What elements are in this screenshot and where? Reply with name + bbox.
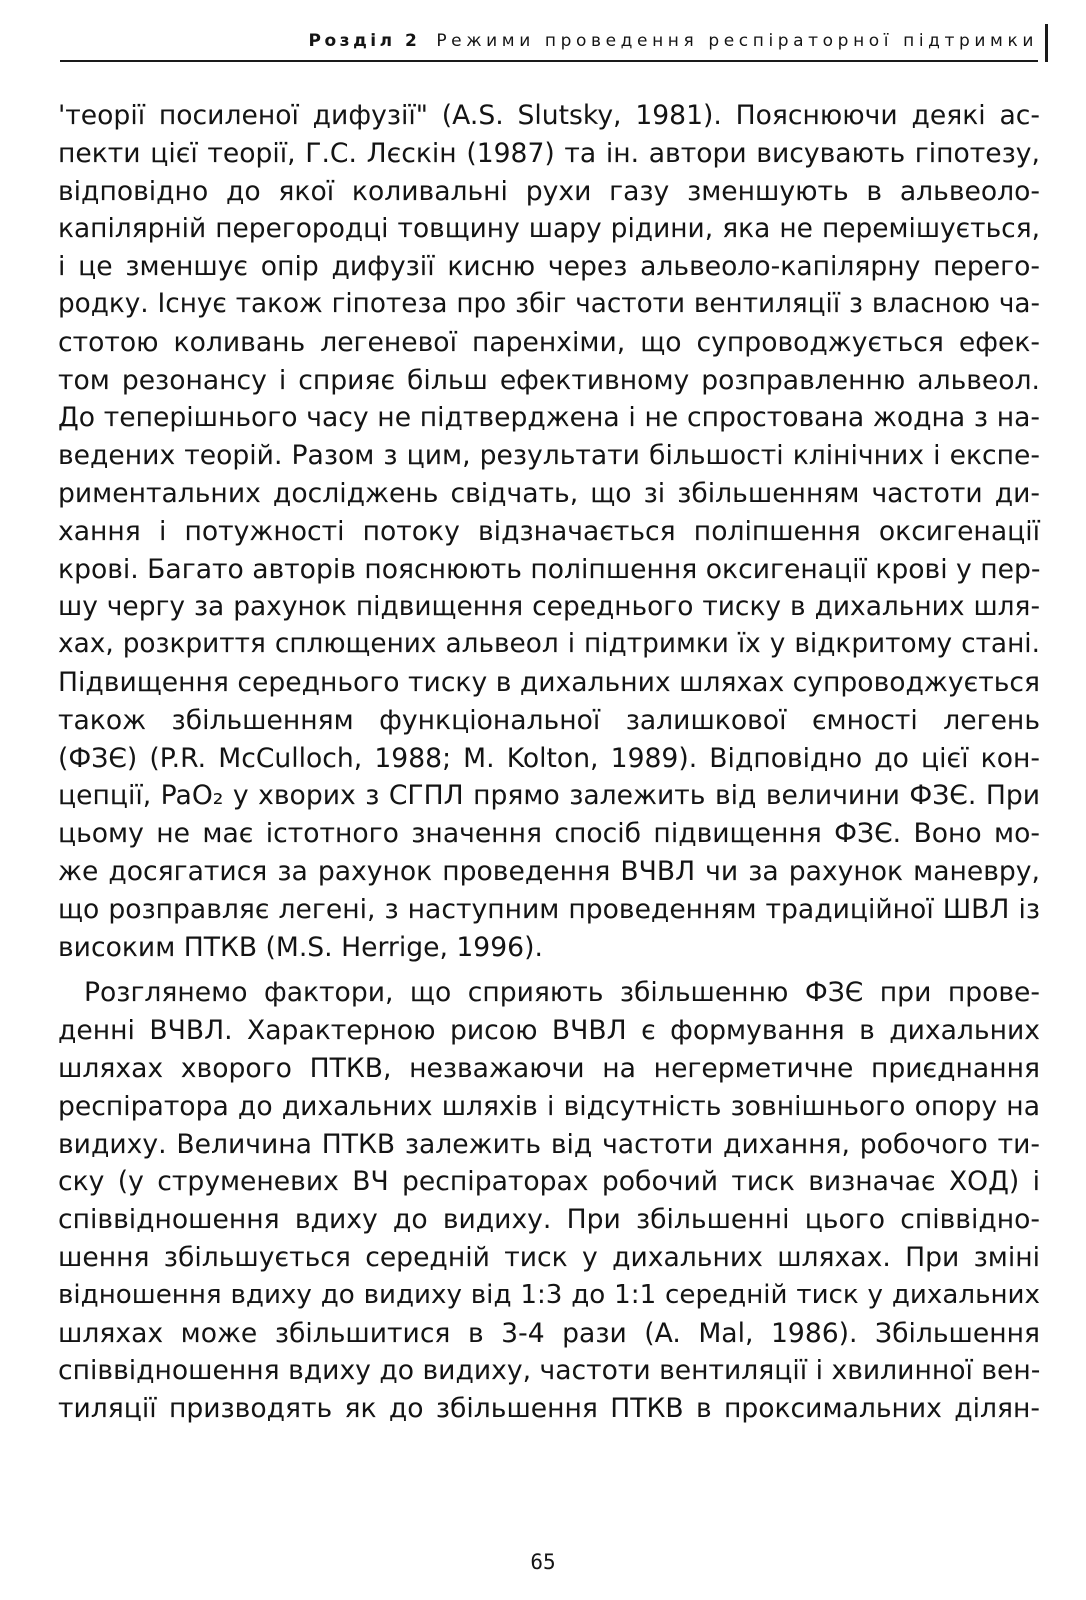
text-line: шення збільшується середній тиск у дихальних шляхах. При зміні bbox=[58, 1241, 1040, 1273]
text-line: співвідношення вдиху до видиху. При збільшенні цього співвідно- bbox=[58, 1204, 1040, 1236]
running-header bbox=[60, 30, 1038, 62]
chapter-label: Розділ 2 bbox=[308, 31, 421, 51]
text-line: Підвищення середнього тиску в дихальних шляхах супроводжується bbox=[58, 666, 1040, 698]
text-line: (ФЗЄ) (P.R. McCulloch, 1988; M. Kolton, 1989). Відповідно до цієї кон- bbox=[58, 742, 1040, 774]
paragraph-2 bbox=[58, 974, 1040, 1428]
text-line: денні ВЧВЛ. Характерною рисою ВЧВЛ є формування в дихальних bbox=[58, 1015, 1040, 1047]
text-line: відповідно до якої коливальні рухи газу зменшують в альвеоло- bbox=[58, 175, 1040, 207]
text-line: співвідношення вдиху до видиху, частоти вентиляції і хвилинної вен- bbox=[58, 1355, 1041, 1387]
text-line: і це зменшує опір дифузії кисню через альвеоло-капілярну перего- bbox=[58, 251, 1040, 283]
text-line: відношення вдиху до видиху від 1:3 до 1:1 середній тиск у дихальних bbox=[58, 1279, 1040, 1310]
header-vertical-bar bbox=[1045, 24, 1048, 62]
text-line: ведених теорій. Разом з цим, результати більшості клінічних і експе- bbox=[58, 440, 1040, 472]
text-line: шу чергу за рахунок підвищення середнього тиску в дихальних шля- bbox=[58, 591, 1040, 623]
text-line: риментальних досліджень свідчать, що зі збільшенням частоти ди- bbox=[58, 477, 1040, 509]
text-line: тиляції призводять як до збільшення ПТКВ в проксимальних ділян- bbox=[58, 1393, 1040, 1425]
text-line: респіратора до дихальних шляхів і відсутність зовнішнього опору на bbox=[58, 1090, 1040, 1122]
text-line: капілярній перегородці товщину шару рідини, яка не перемішується, bbox=[58, 213, 1040, 245]
chapter-title: Режими проведення респіраторної підтримки bbox=[436, 31, 1038, 51]
text-line: також збільшенням функціональної залишкової ємності легень bbox=[58, 704, 1040, 736]
text-line: хах, розкриття сплющених альвеол і підтримки їх у відкритому стані. bbox=[58, 629, 1040, 660]
text-line: стотою коливань легеневої паренхіми, що супроводжується ефек- bbox=[58, 326, 1040, 358]
text-line: високим ПТКВ (M.S. Herrige, 1996). bbox=[58, 931, 543, 963]
body-text bbox=[58, 97, 1040, 1428]
text-line: що розправляє легені, з наступним проведенням традиційної ШВЛ із bbox=[58, 893, 1040, 925]
text-line: шляхах може збільшитися в 3-4 рази (A. Mal, 1986). Збільшення bbox=[58, 1317, 1040, 1349]
text-line: цепції, PaO₂ у хворих з СГПЛ прямо залежить від величини ФЗЄ. При bbox=[58, 780, 1040, 812]
text-line: шляхах хворого ПТКВ, незважаючи на негерметичне приєднання bbox=[58, 1052, 1040, 1084]
page-number: 65 bbox=[530, 1550, 556, 1574]
text-line: хання і потужності потоку відзначається поліпшення оксигенації bbox=[58, 515, 1040, 547]
text-line: пекти цієї теорії, Г.С. Лєскін (1987) та ін. автори висувають гіпотезу, bbox=[58, 137, 1040, 169]
text-line: До теперішнього часу не підтверджена і не спростована жодна з на- bbox=[58, 402, 1040, 434]
text-line: же досягатися за рахунок проведення ВЧВЛ чи за рахунок маневру, bbox=[58, 855, 1040, 887]
text-line: видиху. Величина ПТКВ залежить від частоти дихання, робочого ти- bbox=[58, 1128, 1040, 1160]
text-line: ску (у струменевих ВЧ респіраторах робочий тиск визначає ХОД) і bbox=[58, 1166, 1040, 1198]
text-line: родку. Існує також гіпотеза про збіг частоти вентиляції з власною ча- bbox=[58, 288, 1040, 319]
text-line: цьому не має істотного значення спосіб підвищення ФЗЄ. Воно мо- bbox=[58, 818, 1040, 850]
text-line: Розглянемо фактори, що сприяють збільшенню ФЗЄ при прове- bbox=[84, 977, 1040, 1009]
paragraph-1 bbox=[58, 97, 1040, 966]
text-line: 'теорії посиленої дифузії" (A.S. Slutsky, 1981). Пояснюючи деякі ас- bbox=[58, 100, 1040, 131]
text-line: крові. Багато авторів пояснюють поліпшення оксигенації крові у пер- bbox=[58, 553, 1041, 585]
text-line: том резонансу і сприяє більш ефективному розправленню альвеол. bbox=[58, 364, 1040, 396]
